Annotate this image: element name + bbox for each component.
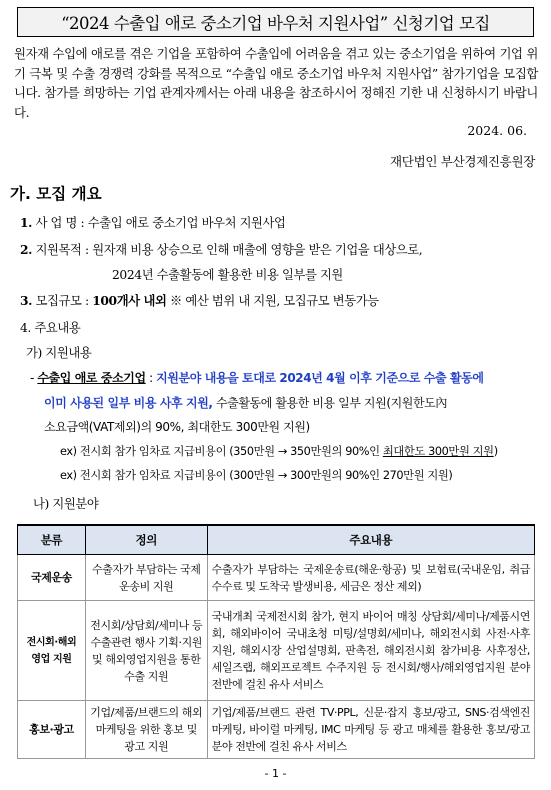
cell-definition: 전시회/상담회/세미나 등 수출관련 행사 기획·지원 및 해외영업지원을 통한 수출 지원 xyxy=(85,601,207,701)
cell-category: 전시회·해외영업 지원 xyxy=(18,601,86,701)
header-content: 주요내용 xyxy=(207,525,534,555)
item-number: 1. xyxy=(20,215,33,230)
support-fields-table xyxy=(17,524,535,759)
item-text-bold: 100개사 내외 xyxy=(92,293,167,308)
cell-definition: 기업/제품/브랜드의 해외 마케팅을 위한 홍보 및 광고 지원 xyxy=(85,701,207,759)
example-paren: ) xyxy=(493,445,498,458)
cell-content: 기업/제품/브랜드 관련 TV·PPL, 신문·잡지 홍보/광고, SNS·검색엔진 마케팅, 바이럴 마케팅, IMC 마케팅 등 광고 매체를 활용한 홍보/광고 분야 전반에 걸친 유사 서비스 xyxy=(207,701,534,759)
dash: - xyxy=(30,371,34,385)
item-number: 3. xyxy=(20,293,33,308)
item-text: 원자재 비용 상승으로 인해 매출에 영향을 받은 기업을 대상으로, xyxy=(92,243,423,257)
table-row xyxy=(18,601,535,701)
header-category: 분류 xyxy=(18,525,86,555)
table-row xyxy=(18,701,535,759)
item-text: 수출입 애로 중소기업 바우처 지원사업 xyxy=(87,216,286,230)
support-detail-line1 xyxy=(30,369,484,386)
item-purpose-continued: 2024년 수출활동에 활용한 비용 일부를 지원 xyxy=(112,268,343,282)
cell-category: 국제운송 xyxy=(18,555,86,601)
item-number: 2. xyxy=(20,242,33,257)
item-business-name xyxy=(20,213,286,231)
item-label: 지원목적 : xyxy=(35,243,89,257)
item-text: ※ 예산 범위 내 지원, 모집규모 변동가능 xyxy=(170,294,379,308)
subheading-support-content: 가) 지원내용 xyxy=(26,346,92,360)
table-row xyxy=(18,555,535,601)
header-definition: 정의 xyxy=(85,525,207,555)
example-2: ex) 전시회 참가 임차료 지급비용이 (300만원 → 300만원의 90%인 270만원 지원) xyxy=(60,469,453,482)
item-label: 사 업 명 : xyxy=(35,216,85,230)
highlight-text: 이미 사용된 일부 비용 사후 지원, xyxy=(44,396,213,410)
highlight-text: 지원분야 내용을 토대로 2024년 4월 이후 기준으로 수출 활동에 xyxy=(156,371,484,385)
title-text: “2024 수출입 애로 중소기업 바우처 지원사업” 신청기업 모집 xyxy=(61,14,490,33)
colon: : xyxy=(149,371,153,385)
item-scale xyxy=(20,291,379,309)
cell-content: 국내개최 국제전시회 참가, 현지 바이어 매칭 상담회/세미나/제품시연회, 해외바이어 국내초청 미팅/설명회/세미나, 해외전시회 사전·사후 지원, 해외시장 산업설명회, 판촉전, 해외전시회 참가비용 사후정산, 세일즈랩, 해외프로젝트 수주지원 등 전시회/행사/해외영업지원 분야 전반에 걸친 유사 서비스 xyxy=(207,601,534,701)
table-header-row xyxy=(18,525,535,555)
example-underlined: 최대한도 300만원 지원 xyxy=(382,445,494,458)
page-number: - 1 - xyxy=(264,767,287,780)
support-detail-line3: 소요금액(VAT제외)의 90%, 최대한도 300만원 지원) xyxy=(44,420,310,434)
cell-definition: 수출자가 부담하는 국제운송비 지원 xyxy=(85,555,207,601)
announcement-date: 2024. 06. xyxy=(467,123,527,138)
intro-paragraph: 원자재 수입에 애로를 겪은 기업을 포함하여 수출입에 어려움을 겪고 있는 중소기업을 위하여 기업 위기 극복 및 수출 경쟁력 강화를 목적으로 “수출입 애로 중소기업 바우처 지원사업” 참가기업을 모집합니다. 참가를 희망하는 기업 관계자께서는 아래 내용을 참조하시어 정해진 기한 내 신청하시기 바랍니다. xyxy=(14,46,538,120)
cell-content: 수출자가 부담하는 국제운송료(해운·항공) 및 보험료(국내운임, 취급수수료 및 도착국 발생비용, 세금은 정산 제외) xyxy=(207,555,534,601)
item-label: 모집규모 : xyxy=(35,294,89,308)
cell-category: 홍보·광고 xyxy=(18,701,86,759)
support-label: 수출입 애로 중소기업 xyxy=(37,371,146,385)
section-heading: 가. 모집 개요 xyxy=(10,185,102,203)
subheading-support-fields: 나) 지원분야 xyxy=(33,497,99,511)
item-purpose xyxy=(20,240,422,258)
page-title xyxy=(17,7,534,37)
support-detail-line2 xyxy=(44,394,447,411)
example-text: ex) 전시회 참가 임차료 지급비용이 (350만원 → 350만원의 90%인 xyxy=(60,445,380,458)
organization-name: 재단법인 부산경제진흥원장 xyxy=(390,154,535,169)
example-1 xyxy=(60,443,498,459)
support-text: 수출활동에 활용한 비용 일부 지원(지원한도內 xyxy=(215,396,447,410)
item-main-content: 4. 주요내용 xyxy=(20,321,81,335)
